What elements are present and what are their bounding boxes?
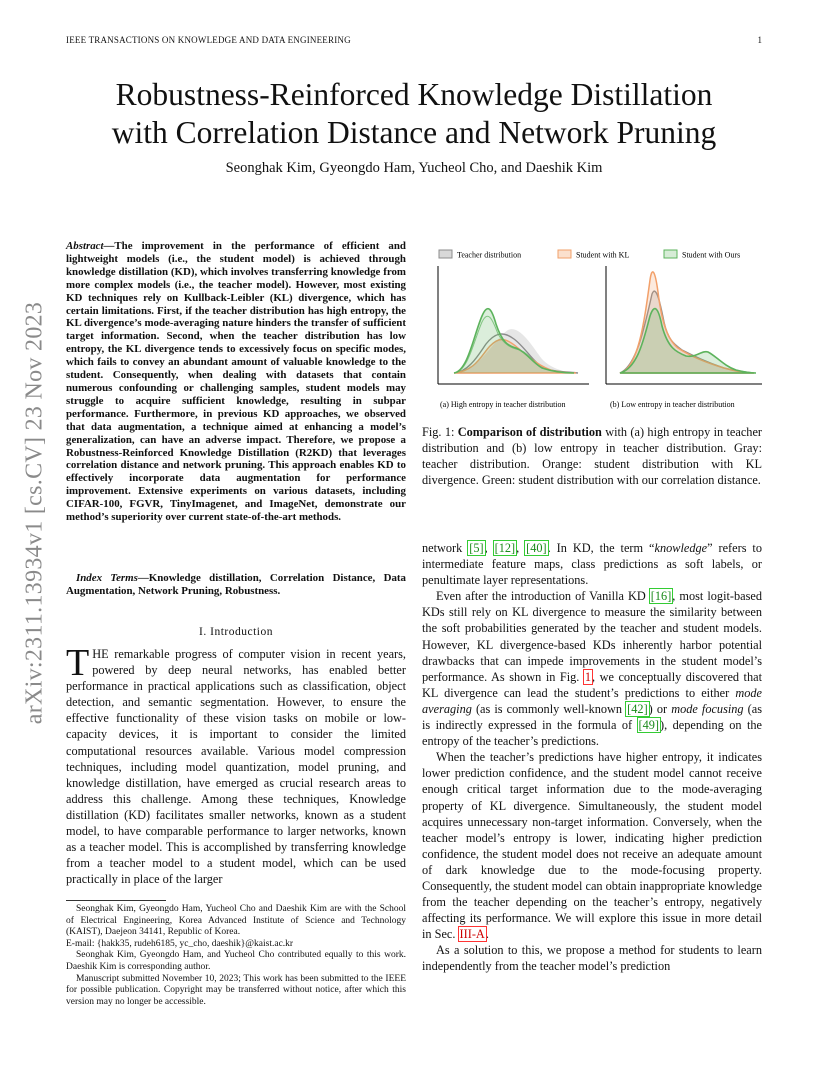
rcol-text: ” refers to intermediate feature maps, class predictions as soft labels, or penultimate layer representations.	[422, 541, 762, 588]
subcaption-b: (b) Low entropy in teacher distribution	[610, 400, 735, 409]
rcol-text: When the teacher’s predictions have higher entropy, it indicates lower prediction confidence, and the student model cannot receive enough critical target information due to the mode-averaging property of KL divergence. Simultaneously, the student model acquires unnecessary non-target information. Conversely, when the teacher model’s entropy is lower, indicating higher prediction confidence, the student model does not receive an adequate amount of dark knowledge due to the mode-focusing property. Consequently, the student model can obtain inappropriate knowledge from the teacher depending on the teacher’s entropy, negatively affecting its performance. We will explore this issue in more detail in Sec.	[422, 750, 763, 942]
journal-header: IEEE TRANSACTIONS ON KNOWLEDGE AND DATA ENGINEERING	[66, 35, 351, 45]
rcol-paragraph-2	[422, 588, 762, 749]
figure-ref-1[interactable]: 1	[584, 669, 592, 684]
rcol-text: (as is indirectly expressed in the formula of	[422, 701, 762, 733]
abstract-text: —The improvement in the performance of efficient and lightweight models (i.e., the student model) is achieved through knowledge distillation (KD), which involves transferring knowledge from more complex models (i.e., the teacher model). However, most existing KD techniques rely on Kullback-Leibler (KL) divergence, which has certain limitations. First, if the teacher distribution has high entropy, the KL divergence’s mode-averaging nature hinders the transfer of sufficient target information. Second, when the teacher distribution has low entropy, the KL divergence tends to excessively focus on specific modes, which fails to convey an abundant amount of valuable knowledge to the student. Consequently, when dealing with datasets that contain numerous confounding or challenging samples, student models may struggle to acquire sufficient knowledge, resulting in subpar performance. Furthermore, in previous KD approaches, we observed that data augmentation, a technique aimed at enhancing a model’s generalization, can have an adverse impact. Therefore, we propose a Robustness-Reinforced Knowledge Distillation (R2KD) that leverages correlation distance and network pruning. This approach enables KD to effectively incorporate data augmentation for performance improvement. Extensive experiments on various datasets, including CIFAR-100, FGVR, TinyImagenet, and ImageNet, demonstrate our method’s superiority over current state-of-the-art methods.	[66, 240, 406, 524]
legend-kl: Student with KL	[576, 250, 630, 260]
citation-40[interactable]: [40]	[526, 541, 547, 555]
section-ref-3a[interactable]: III-A	[459, 927, 485, 942]
paper-title	[66, 76, 762, 152]
rcol-term-mode-focusing: mode focusing	[671, 701, 744, 716]
footnotes	[66, 904, 406, 1008]
figure-1	[424, 244, 768, 414]
subcaption-a: (a) High entropy in teacher distribution	[440, 400, 566, 409]
legend-swatch-ours	[664, 250, 677, 258]
footnote-email: E-mail: {hakk35, rudeh6185, yc_cho, daeshik}@kaist.ac.kr	[66, 938, 294, 949]
index-terms-text: —Knowledge distillation, Correlation Distance, Data Augmentation, Network Pruning, Robustness.	[66, 572, 406, 597]
rcol-text: ,	[484, 541, 494, 555]
right-column-body	[422, 540, 762, 975]
legend-swatch-kl	[558, 250, 571, 258]
caption-label: Fig. 1:	[422, 425, 455, 439]
footnote-contribution: Seonghak Kim, Gyeongdo Ham, and Yucheol Cho contributed equally to this work. Daeshik Kim is corresponding author.	[66, 950, 406, 972]
arxiv-identifier: arXiv:2311.13934v1 [cs.CV] 23 Nov 2023	[21, 301, 48, 725]
rcol-text: (as is commonly well-known	[471, 701, 627, 716]
citation-49[interactable]: [49]	[638, 718, 660, 733]
index-terms	[66, 572, 406, 598]
rcol-term-mode-averaging: mode averaging	[422, 685, 762, 716]
intro-text: HE remarkable progress of computer vision in recent years, powered by deep neural networks, has enabled better performance in practical applications such as classification, object detection, and semantic segmentation. However, to ensure the effective functionality of these vision tasks on mobile or low-capacity devices, it is important to consider the limited computational resources available. Various model compression techniques, including model quantization, model pruning, and knowledge distillation, have emerged as crucial research areas to address this challenge. Among these techniques, Knowledge distillation (KD) facilitates smaller networks, known as a student model, to have comparable performance to larger networks, known as a teacher model. This is accomplished by transferring knowledge from a teacher model to a student model, which can be used practically in place of the larger	[66, 647, 406, 887]
rcol-term-knowledge: knowledge	[654, 541, 708, 555]
rcol-text: .	[485, 927, 489, 942]
footnote-affiliation: Seonghak Kim, Gyeongdo Ham, Yucheol Cho and Daeshik Kim are with the School of Electrical Engineering, Korea Advanced Institute of Science and Technology (KAIST), Daejeon 34141, Republic of Korea.	[66, 904, 406, 938]
rcol-text: , most logit-based KDs still rely on KL divergence to measure the similarity between the soft probabilities generated by the teacher and student models. However, KL divergence-based KDs inherently harbor potential drawbacks that can impede improvements in the student model’s performance. As shown in Fig.	[422, 589, 762, 684]
caption-bold: Comparison of distribution	[457, 425, 602, 439]
citation-5[interactable]: [5]	[469, 541, 484, 555]
drop-cap: T	[66, 642, 90, 684]
index-terms-label: Index Terms	[76, 572, 138, 584]
rcol-text: ,	[516, 541, 526, 555]
legend-ours: Student with Ours	[682, 250, 741, 260]
title-line-2: with Correlation Distance and Network Pruning	[111, 115, 717, 150]
rcol-paragraph-4: As a solution to this, we propose a method for students to learn independently from the teacher model’s prediction	[422, 943, 762, 974]
rcol-text: , we conceptually discovered that KL divergence can lead the student’s predictions to either	[422, 669, 762, 700]
abstract-label: Abstract	[66, 240, 104, 252]
footnote-manuscript: Manuscript submitted November 10, 2023; This work has been submitted to the IEEE for possible publication. Copyright may be transferred without notice, after which this version may no longer be accessible.	[66, 973, 406, 1007]
citation-42[interactable]: [42]	[627, 701, 648, 716]
rcol-text: Even after the introduction of Vanilla KD	[436, 589, 650, 604]
citation-12[interactable]: [12]	[494, 541, 516, 555]
figure-1-caption	[422, 424, 762, 488]
intro-paragraph	[66, 642, 406, 887]
rcol-text: network	[422, 541, 469, 555]
section-heading: I. Introduction	[199, 626, 273, 638]
rcol-text: ), depending on the entropy of the teacher’s predictions.	[422, 718, 762, 749]
abstract	[66, 240, 406, 524]
footnote-rule	[66, 900, 166, 901]
page-number: 1	[757, 35, 762, 45]
rcol-paragraph-1	[422, 540, 762, 588]
rcol-text: ) or	[648, 701, 672, 716]
legend-swatch-teacher	[439, 250, 452, 258]
arxiv-sidebar	[18, 278, 52, 748]
figure-1-graphic	[424, 244, 768, 414]
legend-teacher: Teacher distribution	[457, 250, 522, 260]
title-line-1: Robustness-Reinforced Knowledge Distillation	[115, 77, 713, 112]
caption-text: with (a) high entropy in teacher distribution and (b) low entropy in teacher distribution. Gray: teacher distribution. Orange: student distribution with KL divergence. Green: student distribution with our correlation distance.	[422, 425, 762, 488]
rcol-paragraph-3	[422, 749, 762, 942]
rcol-text: . In KD, the term “	[547, 541, 655, 555]
author-list: Seonghak Kim, Gyeongdo Ham, Yucheol Cho, and Daeshik Kim	[225, 160, 603, 176]
citation-16[interactable]: [16]	[650, 589, 672, 604]
